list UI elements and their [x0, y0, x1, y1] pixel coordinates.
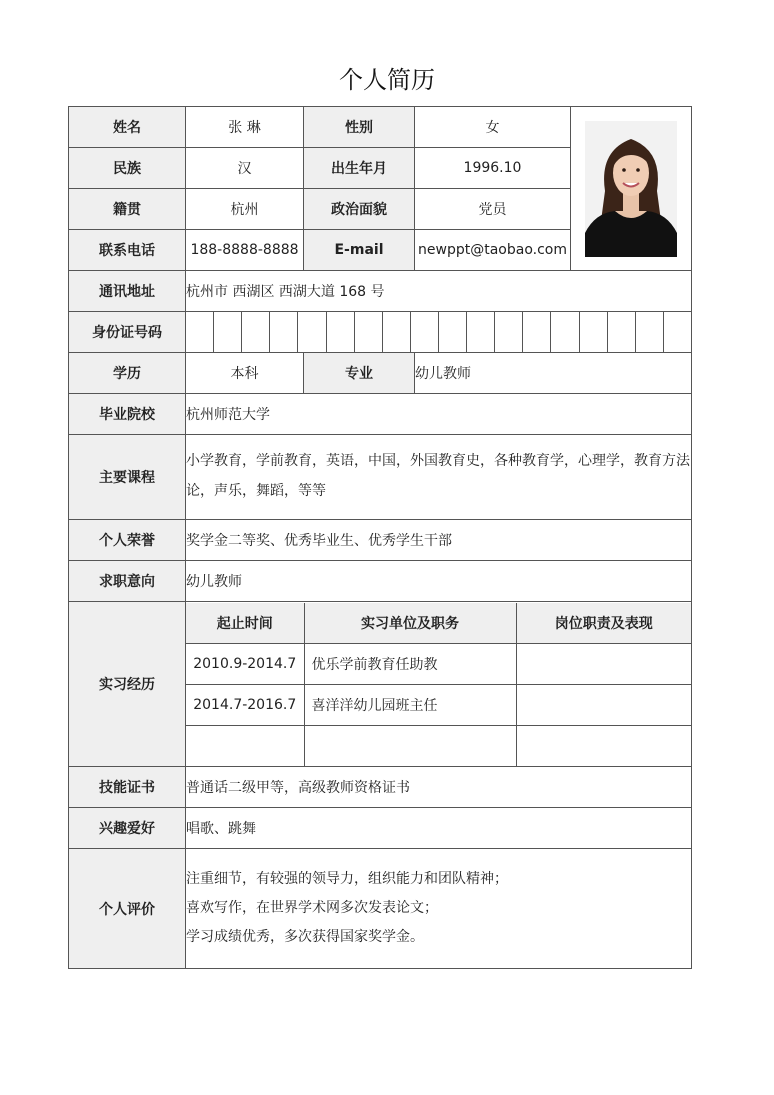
evaluation-line: 喜欢写作，在世界学术网多次发表论文； [186, 900, 438, 916]
evaluation-value [186, 849, 692, 969]
courses-line: 论，声乐，舞蹈，等等 [186, 483, 326, 499]
birth-label: 出生年月 [304, 148, 415, 189]
education-value: 本科 [186, 353, 304, 394]
photo-cell [571, 107, 692, 271]
internship-period [186, 725, 304, 766]
id-digit-box [636, 312, 664, 352]
ethnicity-label: 民族 [69, 148, 186, 189]
table-row [186, 684, 691, 725]
internship-table [186, 603, 691, 766]
objective-label: 求职意向 [69, 561, 186, 602]
id-number-label: 身份证号码 [69, 312, 186, 353]
id-digit-box [664, 312, 691, 352]
skills-value: 普通话二级甲等，高级教师资格证书 [186, 767, 692, 808]
id-digit-box [298, 312, 326, 352]
hobbies-label: 兴趣爱好 [69, 808, 186, 849]
major-label: 专业 [304, 353, 415, 394]
table-row [186, 643, 691, 684]
id-digit-box [411, 312, 439, 352]
origin-value: 杭州 [186, 189, 304, 230]
hobbies-value: 唱歌、跳舞 [186, 808, 692, 849]
courses-line: 小学教育，学前教育，英语，中国，外国教育史，各种教育学，心理学，教育方法 [186, 453, 690, 469]
name-value: 张 琳 [186, 107, 304, 148]
phone-label: 联系电话 [69, 230, 186, 271]
address-label: 通讯地址 [69, 271, 186, 312]
id-digit-box [523, 312, 551, 352]
courses-label: 主要课程 [69, 435, 186, 520]
internship-header: 实习单位及职务 [304, 603, 516, 644]
id-digit-box [242, 312, 270, 352]
id-digit-box [467, 312, 495, 352]
id-digit-box [439, 312, 467, 352]
internship-duty [516, 684, 691, 725]
id-digit-box [214, 312, 242, 352]
id-digit-box [327, 312, 355, 352]
evaluation-line: 学习成绩优秀，多次获得国家奖学金。 [186, 929, 424, 945]
id-digit-box [355, 312, 383, 352]
id-digit-box [608, 312, 636, 352]
evaluation-line: 注重细节，有较强的领导力，组织能力和团队精神； [186, 871, 508, 887]
skills-label: 技能证书 [69, 767, 186, 808]
school-value: 杭州师范大学 [186, 394, 692, 435]
id-digit-box [270, 312, 298, 352]
internship-label: 实习经历 [69, 602, 186, 767]
id-digit-box [186, 312, 214, 352]
id-number-boxes [186, 312, 692, 353]
email-value: newppt@taobao.com [415, 230, 571, 271]
school-label: 毕业院校 [69, 394, 186, 435]
objective-value: 幼儿教师 [186, 561, 692, 602]
id-digit-box [580, 312, 608, 352]
internship-org: 喜洋洋幼儿园班主任 [304, 684, 516, 725]
politics-value: 党员 [415, 189, 571, 230]
internship-org: 优乐学前教育任助教 [304, 643, 516, 684]
politics-label: 政治面貌 [304, 189, 415, 230]
resume-table [68, 106, 692, 969]
internship-org [304, 725, 516, 766]
page-title: 个人简历 [339, 66, 435, 94]
honors-value: 奖学金二等奖、优秀毕业生、优秀学生干部 [186, 520, 692, 561]
phone-value: 188-8888-8888 [186, 230, 304, 271]
name-label: 姓名 [69, 107, 186, 148]
gender-value: 女 [415, 107, 571, 148]
honors-label: 个人荣誉 [69, 520, 186, 561]
education-label: 学历 [69, 353, 186, 394]
gender-label: 性别 [304, 107, 415, 148]
internship-period: 2014.7-2016.7 [186, 684, 304, 725]
courses-value [186, 435, 692, 520]
email-label: E-mail [304, 230, 415, 271]
profile-photo [585, 121, 677, 257]
id-digit-box [495, 312, 523, 352]
table-row [186, 725, 691, 766]
ethnicity-value: 汉 [186, 148, 304, 189]
internship-header: 岗位职责及表现 [516, 603, 691, 644]
internship-period: 2010.9-2014.7 [186, 643, 304, 684]
address-value: 杭州市 西湖区 西湖大道 168 号 [186, 271, 692, 312]
origin-label: 籍贯 [69, 189, 186, 230]
birth-value: 1996.10 [415, 148, 571, 189]
internship-header: 起止时间 [186, 603, 304, 644]
internship-table-cell [186, 602, 692, 767]
evaluation-label: 个人评价 [69, 849, 186, 969]
major-value: 幼儿教师 [415, 353, 692, 394]
internship-duty [516, 643, 691, 684]
internship-duty [516, 725, 691, 766]
id-digit-box [551, 312, 579, 352]
id-digit-box [383, 312, 411, 352]
